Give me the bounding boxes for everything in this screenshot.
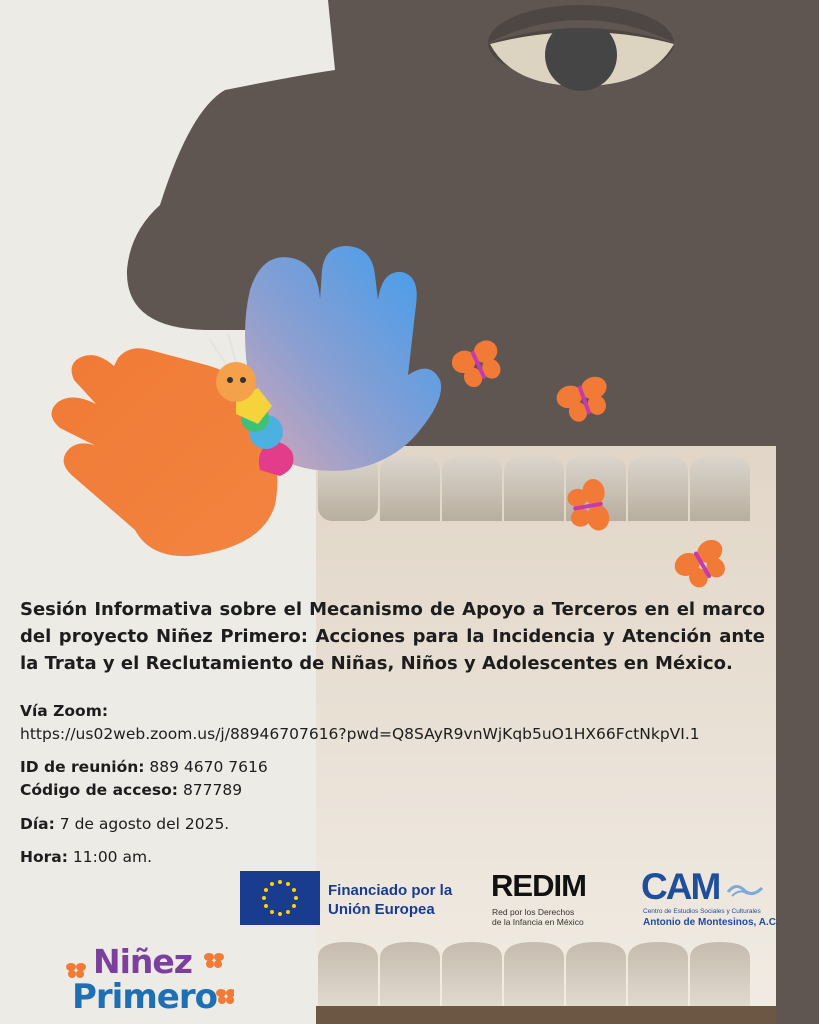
eu-funding-text — [328, 881, 452, 919]
access-code: Código de acceso: 877789 — [20, 781, 243, 799]
upper-teeth — [318, 455, 750, 521]
event-time: Hora: 11:00 am. — [20, 848, 152, 866]
ninez-primero-logo-line2: Primero — [72, 977, 217, 1017]
zoom-link[interactable]: https://us02web.zoom.us/j/88946707616?pwd=Q8SAyR9vnWjKqb5uO1HX66FctNkpVI.1 — [20, 725, 700, 743]
eu-funding-line1: Financiado por la — [328, 882, 453, 899]
cam-logo: CAM — [641, 866, 720, 907]
redim-subtitle: Red por los Derechos de la Infancia en México — [492, 907, 584, 927]
lower-teeth — [316, 942, 776, 1024]
eu-funding-line2: Unión Europea — [328, 901, 435, 918]
ninez-primero-logo-line1: Niñez — [93, 942, 193, 981]
redim-logo: REDIM — [491, 868, 586, 903]
cam-subtitle: Centro de Estudios Sociales y Culturales — [643, 908, 761, 915]
cam-wave-icon — [726, 880, 764, 900]
zoom-label: Vía Zoom: — [20, 702, 109, 720]
meeting-id: ID de reunión: 889 4670 7616 — [20, 758, 268, 776]
event-date: Día: 7 de agosto del 2025. — [20, 815, 230, 833]
eu-flag-icon — [240, 871, 320, 925]
cam-subtitle-name: Antonio de Montesinos, A.C. — [643, 917, 779, 928]
event-title: Sesión Informativa sobre el Mecanismo de Apoyo a Terceros en el marco del proyecto Niñez Primero: Acciones para la Incidencia y Atención ante la Trata y el Reclutamiento de Niñas, Niños y Adolescentes en México. — [20, 599, 765, 674]
